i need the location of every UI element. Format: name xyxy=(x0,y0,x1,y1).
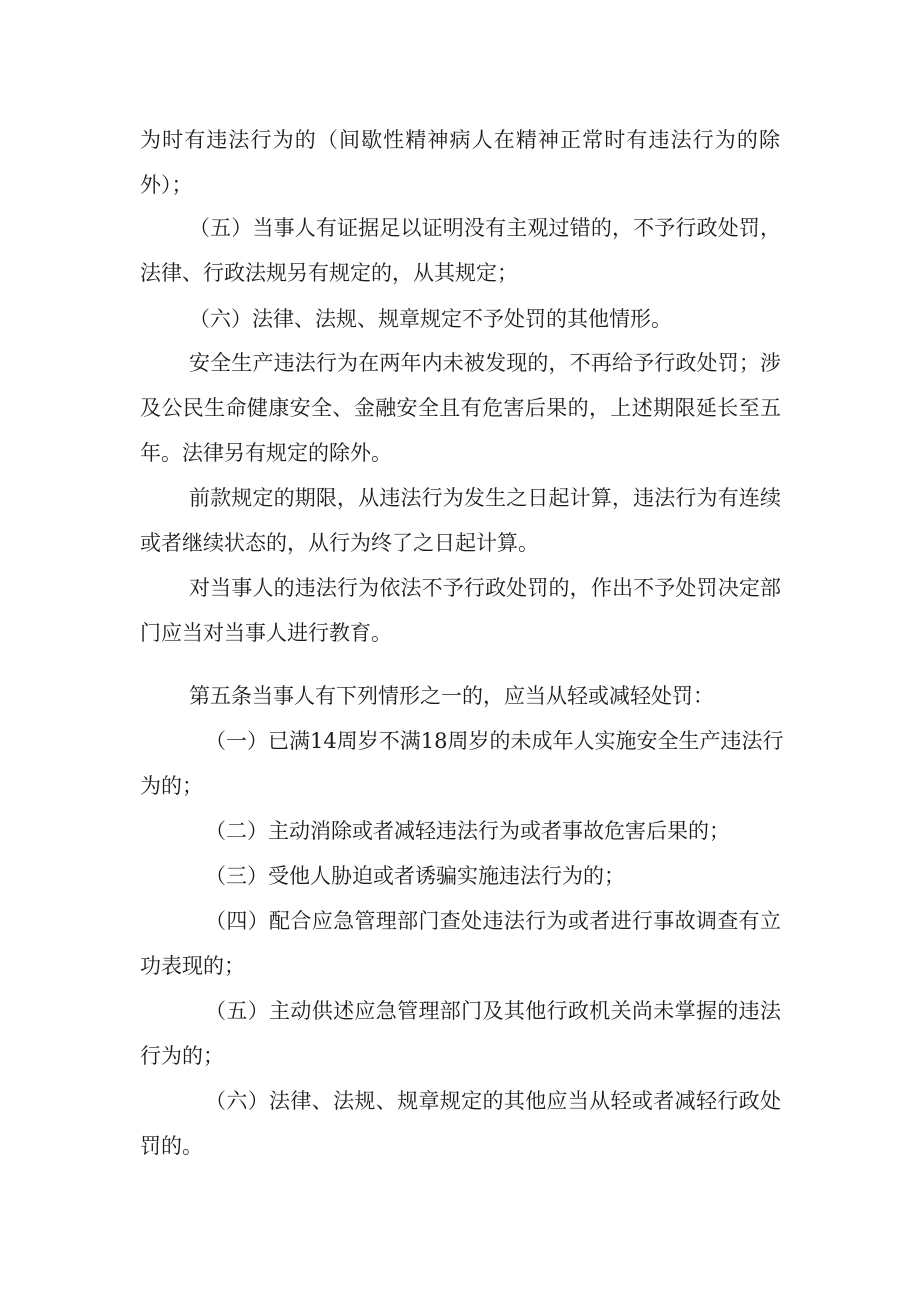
article-heading: 第五条当事人有下列情形之一的，应当从轻或减轻处罚： xyxy=(189,684,714,708)
text-line: 对当事人的违法行为依法不予行政处罚的，作出不予处罚决定部 xyxy=(189,576,781,600)
text-line: 安全生产违法行为在两年内未被发现的，不再给予行政处罚；涉 xyxy=(189,351,781,375)
text-line: （三）受他人胁迫或者诱骗实施违法行为的； xyxy=(205,864,625,888)
text-line: 罚的。 xyxy=(140,1134,203,1158)
text-line: 及公民生命健康安全、金融安全且有危害后果的，上述期限延长至五 xyxy=(140,396,781,420)
text-line: 行为的； xyxy=(140,1044,224,1068)
text-line: （一）已满14周岁不满18周岁的未成年人实施安全生产违法行 xyxy=(205,729,784,753)
text-line: 为的； xyxy=(140,774,203,798)
text-line: 功表现的； xyxy=(140,954,245,978)
text-line: 或者继续状态的，从行为终了之日起计算。 xyxy=(140,531,539,555)
text-line: 法律、行政法规另有规定的，从其规定； xyxy=(140,261,518,285)
text-line: （五）当事人有证据足以证明没有主观过错的，不予行政处罚， xyxy=(189,216,781,240)
text-line: （二）主动消除或者减轻违法行为或者事故危害后果的； xyxy=(205,819,730,843)
text-line: 外）； xyxy=(140,173,193,197)
text-line: 门应当对当事人进行教育。 xyxy=(140,621,392,645)
text-line: （四）配合应急管理部门查处违法行为或者进行事故调查有立 xyxy=(205,909,781,933)
text-line: 前款规定的期限，从违法行为发生之日起计算，违法行为有连续 xyxy=(189,486,781,510)
text-line: 为时有违法行为的（间歇性精神病人在精神正常时有违法行为的除 xyxy=(140,128,780,152)
text-line: （五）主动供述应急管理部门及其他行政机关尚未掌握的违法 xyxy=(205,999,781,1023)
text-line: 年。法律另有规定的除外。 xyxy=(140,441,392,465)
text-line: （六）法律、法规、规章规定的其他应当从轻或者减轻行政处 xyxy=(205,1089,781,1113)
text-line: （六）法律、法规、规章规定不予处罚的其他情形。 xyxy=(189,307,672,331)
